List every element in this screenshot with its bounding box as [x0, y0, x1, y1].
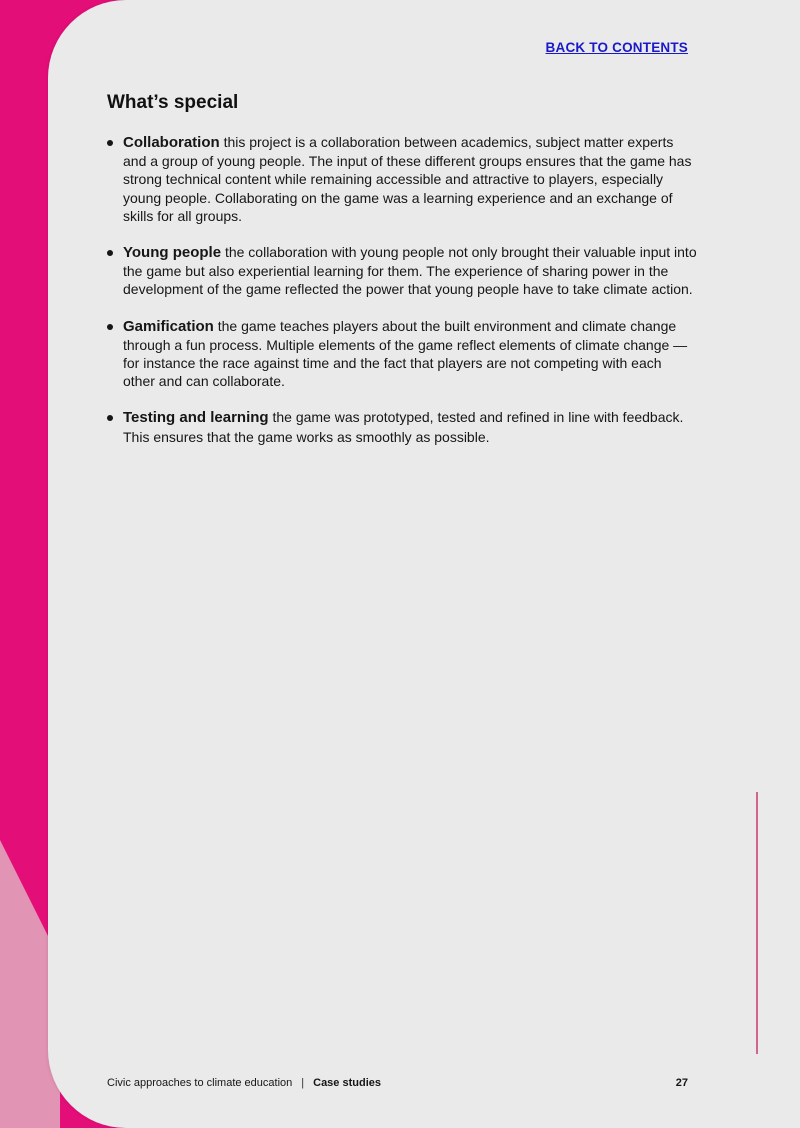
footer-publication: Civic approaches to climate education — [107, 1077, 293, 1089]
item-term: Young people — [123, 244, 222, 262]
item-term: Testing and learning — [123, 409, 269, 427]
list-item — [107, 317, 697, 391]
item-term: Gamification — [123, 317, 214, 335]
bullet-dot-icon — [107, 324, 113, 330]
item-text: the collaboration with young people not only brought their valuable input into the game but also experiential learning for them. The experience of sharing power in the development of the game reflected the power that young people have to take climate action. — [123, 244, 697, 298]
footer-section: Case studies — [313, 1077, 381, 1089]
list-item — [107, 408, 697, 445]
bullet-dot-icon — [107, 140, 113, 146]
back-to-contents-link[interactable]: BACK TO CONTENTS — [545, 40, 688, 55]
bullet-list — [107, 133, 697, 464]
bullet-dot-icon — [107, 250, 113, 256]
bullet-dot-icon — [107, 415, 113, 421]
list-item — [107, 243, 697, 299]
page-footer — [107, 1077, 688, 1089]
footer-separator: | — [301, 1077, 305, 1089]
item-term: Collaboration — [123, 134, 220, 151]
page-number: 27 — [675, 1077, 688, 1089]
side-rule-divider — [756, 792, 758, 1054]
item-text: this project is a collaboration between academics, subject matter experts and a group of young people. The input of these different groups ensures that the game has strong technical content while remaining accessible and attractive to players, especially young people. Collaborating on the game was a learning experience and an exchange of skills for all groups. — [123, 134, 692, 224]
list-item — [107, 133, 697, 225]
item-text: the game teaches players about the built environment and climate change through a fun process. Multiple elements of the game reflect elements of climate change — for instance the race against time and the fact that players are not competing with each other and can collaborate. — [123, 317, 688, 390]
section-heading: What’s special — [107, 92, 239, 113]
item-text: the game was prototyped, tested and refined in line with feedback. This ensures that the game works as smoothly as possible. — [123, 409, 684, 445]
